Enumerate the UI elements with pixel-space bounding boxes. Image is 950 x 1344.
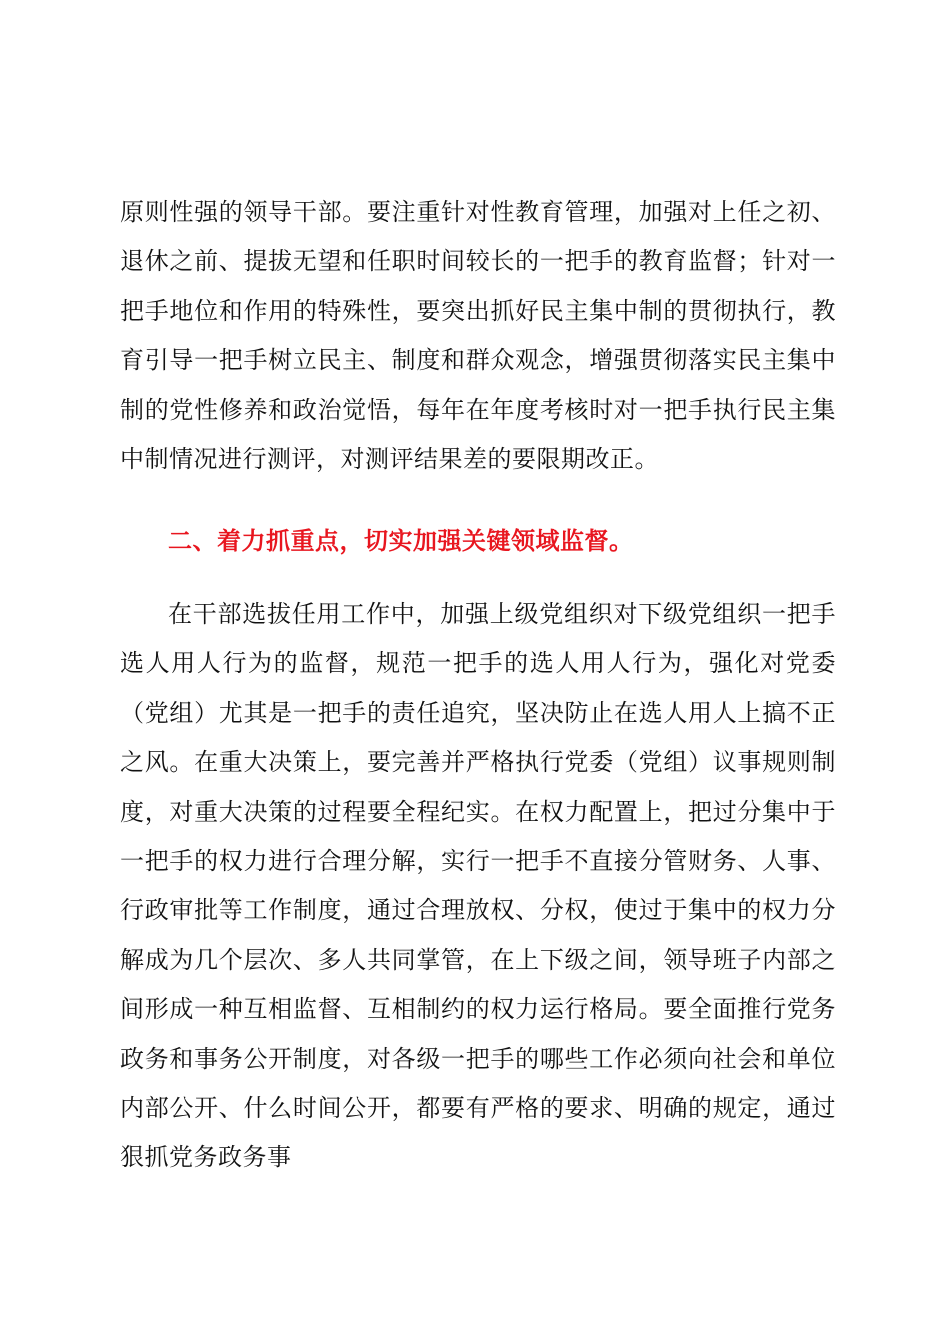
body-paragraph-section-2: 在干部选拔任用工作中，加强上级党组织对下级党组织一把手选人用人行为的监督，规范一把手的选人用人行为，强化对党委（党组）尤其是一把手的责任追究，坚决防止在选人用人上搞不正之风。在重大决策上，要完善并严格执行党委（党组）议事规则制度，对重大决策的过程要全程纪实。在权力配置上，把过分集中于一把手的权力进行合理分解，实行一把手不直接分管财务、人事、行政审批等工作制度，通过合理放权、分权，使过于集中的权力分解成为几个层次、多人共同掌管，在上下级之间，领导班子内部之间形成一种互相监督、互相制约的权力运行格局。要全面推行党务政务和事务公开制度，对各级一把手的哪些工作必须向社会和单位内部公开、什么时间公开，都要有严格的要求、明确的规定，通过狠抓党务政务事 xyxy=(120,600,836,1172)
body-paragraph-continued: 原则性强的领导干部。要注重针对性教育管理，加强对上任之初、退休之前、提拔无望和任职时间较长的一把手的教育监督；针对一把手地位和作用的特殊性，要突出抓好民主集中制的贯彻执行，教育引导一把手树立民主、制度和群众观念，增强贯彻落实民主集中制的党性修养和政治觉悟，每年在年度考核时对一把手执行民主集中制情况进行测评，对测评结果差的要限期改正。 xyxy=(120,198,836,474)
section-heading-2: 二、着力抓重点，切实加强关键领域监督。 xyxy=(168,527,634,555)
